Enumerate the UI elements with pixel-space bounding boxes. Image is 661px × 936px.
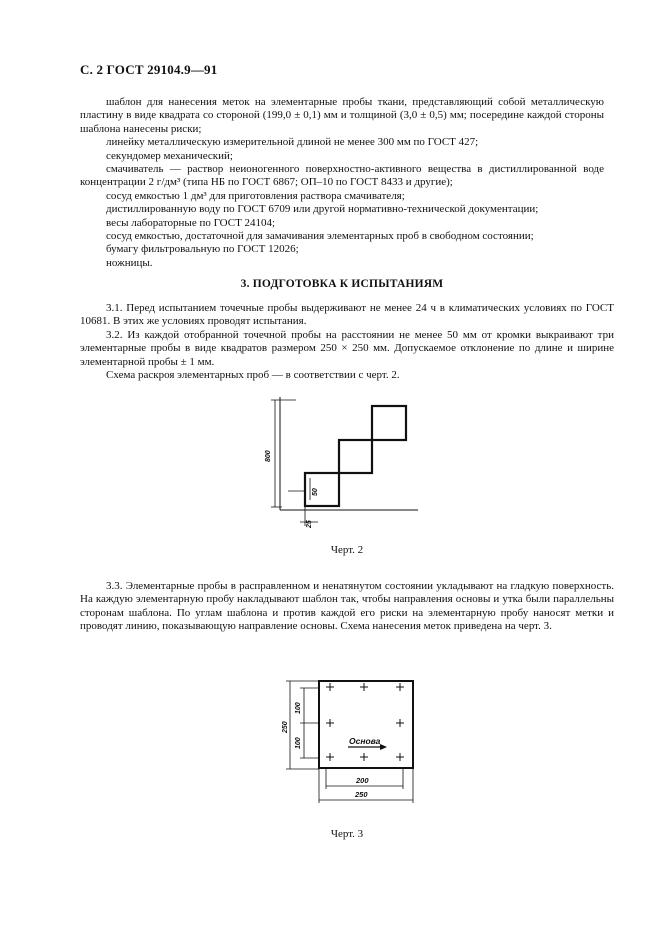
paragraph-scheme-ref: Схема раскроя элементарных проб — в соответствии с черт. 2. — [106, 369, 400, 382]
fig3-mark — [360, 753, 368, 761]
fig2-square-3 — [372, 406, 406, 440]
section-body-bottom — [80, 580, 614, 634]
section-title: 3. ПОДГОТОВКА К ИСПЫТАНИЯМ — [240, 278, 444, 290]
list-item: весы лабораторные по ГОСТ 24104; — [106, 216, 276, 229]
fig3-mark — [396, 753, 404, 761]
fig3-dim-250-vertical: 250 — [282, 721, 289, 733]
list-item: ножницы. — [106, 256, 153, 269]
list-item: линейку металлическую измерительной длиной не менее 300 мм по ГОСТ 427; — [106, 136, 479, 149]
list-item: бумагу фильтровальную по ГОСТ 12026; — [106, 243, 299, 256]
fig2-square-1 — [305, 473, 339, 506]
fig2-dim-50: 50 — [312, 488, 319, 496]
fig3-mark — [326, 719, 334, 727]
fig3-dim-250-horizontal: 250 — [355, 790, 368, 799]
list-item: шаблон для нанесения меток на элементарные пробы ткани, представляющий собой металлическую пластину в виде квадрата со стороной (199,0 ± 0,1) мм и толщиной (3,0 ± 0,5) мм; посередине каждой стороны шаблона нанесены риски; — [80, 96, 604, 135]
figure-2-caption: Черт. 2 — [330, 544, 364, 556]
fig3-mark — [360, 683, 368, 691]
fig3-arrow-head — [380, 744, 387, 750]
page-header: С. 2 ГОСТ 29104.9—91 — [80, 62, 218, 77]
fig2-dim-25: 25 — [306, 520, 313, 528]
equipment-list — [80, 96, 604, 270]
fig2-dim-800: 800 — [265, 450, 272, 462]
list-item: сосуд емкостью 1 дм³ для приготовления раствора смачивателя; — [106, 189, 405, 202]
fig3-mark — [396, 719, 404, 727]
paragraph-3-3: 3.3. Элементарные пробы в расправленном и ненатянутом состоянии укладывают на гладкую поверхность. На каждую элементарную пробу накладывают шаблон так, чтобы направления основы и утка были параллельны сторонам шаблона. По углам шаблона и против каждой его риски на элементарную пробу наносят метки и проводят линию, показывающую направление основы. Схема нанесения меток приведена на черт. 3. — [80, 580, 614, 633]
fig3-direction-label: Основа — [349, 736, 381, 746]
section-body-top — [80, 302, 614, 382]
fig3-dim-100-bottom: 100 — [295, 737, 302, 749]
list-item: дистиллированную воду по ГОСТ 6709 или другой нормативно-технической документации; — [106, 203, 539, 216]
list-item: секундомер механический; — [106, 149, 233, 162]
fig3-sample-square — [319, 681, 413, 768]
fig2-square-2 — [339, 440, 372, 473]
paragraph-3-1: 3.1. Перед испытанием точечные пробы выдерживают не менее 24 ч в климатических условиях по ГОСТ 10681. В этих же условиях проводят испытания. — [80, 302, 614, 328]
fig3-dim-200: 200 — [356, 776, 369, 785]
figure-3-caption: Черт. 3 — [330, 828, 364, 840]
fig3-mark — [326, 683, 334, 691]
fig3-mark — [396, 683, 404, 691]
paragraph-3-2: 3.2. Из каждой отобранной точечной пробы на расстоянии не менее 50 мм от кромки выкраивают три элементарные пробы в виде квадратов размером 250 × 250 мм. Допускаемое отклонение по длине и ширине элементарной пробы ± 1 мм. — [80, 328, 614, 368]
fig3-dim-100-top: 100 — [295, 702, 302, 714]
fig3-mark — [326, 753, 334, 761]
list-item: сосуд емкостью, достаточной для замачивания элементарных проб в свободном состоянии; — [106, 230, 534, 243]
list-item: смачиватель — раствор неионогенного поверхностно-активного вещества в дистиллированной воде концентрации 2 г/дм³ (типа НБ по ГОСТ 6867; ОП–10 по ГОСТ 8433 и другие); — [80, 163, 604, 189]
